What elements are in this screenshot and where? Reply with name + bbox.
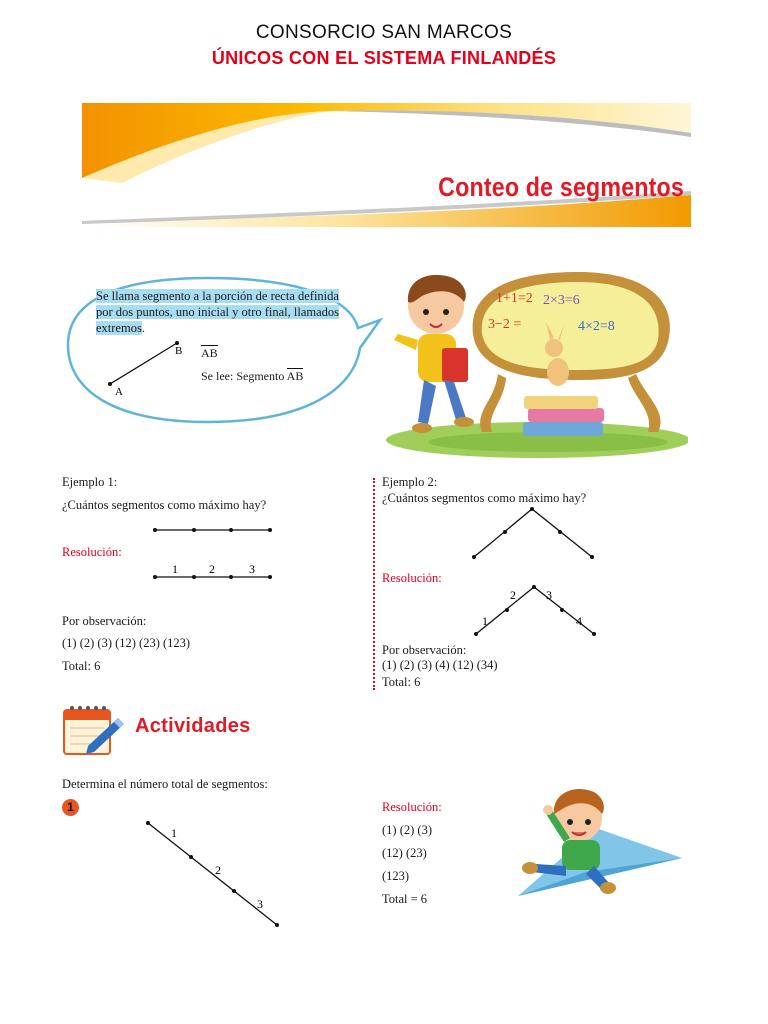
boy-blackboard-illustration: [378, 262, 688, 462]
example2-label-2: 2: [510, 588, 516, 602]
definition-period: .: [141, 321, 145, 335]
activity1-resolution-label: Resolución:: [382, 800, 442, 814]
reading-prefix: Se lee: Segmento: [201, 369, 285, 383]
example1-label-1: 1: [172, 562, 178, 576]
activity1-label-1: 1: [171, 826, 177, 840]
example2-observation-label: Por observación:: [382, 643, 467, 657]
page-title: Conteo de segmentos: [438, 172, 684, 202]
example2-question: ¿Cuántos segmentos como máximo hay?: [382, 491, 587, 505]
endpoint-a: [108, 382, 112, 386]
example1-total: Total: 6: [62, 659, 101, 673]
activity1-label-3: 3: [257, 897, 263, 911]
activity1-figure: [140, 815, 290, 933]
activity1-total: Total = 6: [382, 892, 428, 906]
example1-label-3: 3: [249, 562, 255, 576]
svg-text:1+1=2: 1+1=2: [496, 291, 533, 306]
segment-symbol-text: AB: [201, 346, 218, 360]
reading-symbol: AB: [286, 369, 304, 383]
example1-observation-label: Por observación:: [62, 614, 147, 628]
example1-title: Ejemplo 1:: [62, 475, 118, 489]
example2-title: Ejemplo 2:: [382, 475, 438, 489]
example2-total: Total: 6: [382, 675, 421, 689]
example2-label-3: 3: [546, 588, 552, 602]
label-a: A: [115, 386, 123, 398]
definition-text: [96, 288, 340, 336]
activity1-line-3: (123): [382, 869, 410, 883]
school-name: CONSORCIO SAN MARCOS: [255, 22, 513, 43]
label-b: B: [175, 345, 183, 357]
svg-text:2×3=6: 2×3=6: [543, 293, 580, 308]
svg-text:4×2=8: 4×2=8: [578, 319, 615, 334]
example2-observation: (1) (2) (3) (4) (12) (34): [382, 658, 498, 672]
example1-question: ¿Cuántos segmentos como máximo hay?: [62, 498, 267, 512]
example2-figure: [468, 503, 598, 563]
reading-line: [201, 369, 303, 384]
example2-label-1: 1: [482, 614, 488, 628]
svg-text:3−2 =: 3−2 =: [488, 317, 522, 332]
title-banner: [82, 103, 691, 227]
example1-label-2: 2: [209, 562, 215, 576]
activities-instruction: Determina el número total de segmentos:: [62, 777, 268, 791]
column-divider: [373, 478, 377, 690]
example2-resolution-figure: [470, 582, 600, 638]
activity1-line-2: (12) (23): [382, 846, 427, 860]
activities-title: Actividades: [135, 715, 251, 737]
activity1-label-2: 2: [215, 863, 221, 877]
definition-highlight: Se llama segmento a la porción de recta definida por dos puntos, uno inicial y otro final, llamados extremos: [96, 289, 340, 335]
example1-observation: (1) (2) (3) (12) (23) (123): [62, 636, 191, 650]
activity1-line-1: (1) (2) (3): [382, 823, 432, 837]
example2-resolution-label: Resolución:: [382, 571, 442, 585]
school-motto: ÚNICOS CON EL SISTEMA FINLANDÉS: [211, 48, 557, 68]
example1-figure: [150, 522, 275, 538]
example1-resolution-label: Resolución:: [62, 545, 122, 559]
example1-resolution-figure: [150, 560, 275, 584]
notebook-pen-icon: [60, 700, 126, 758]
activity-number-badge: 1: [62, 799, 79, 816]
example2-label-4: 4: [576, 614, 582, 628]
boy-paper-plane-illustration: [516, 780, 686, 900]
segment-symbol: [201, 346, 218, 361]
